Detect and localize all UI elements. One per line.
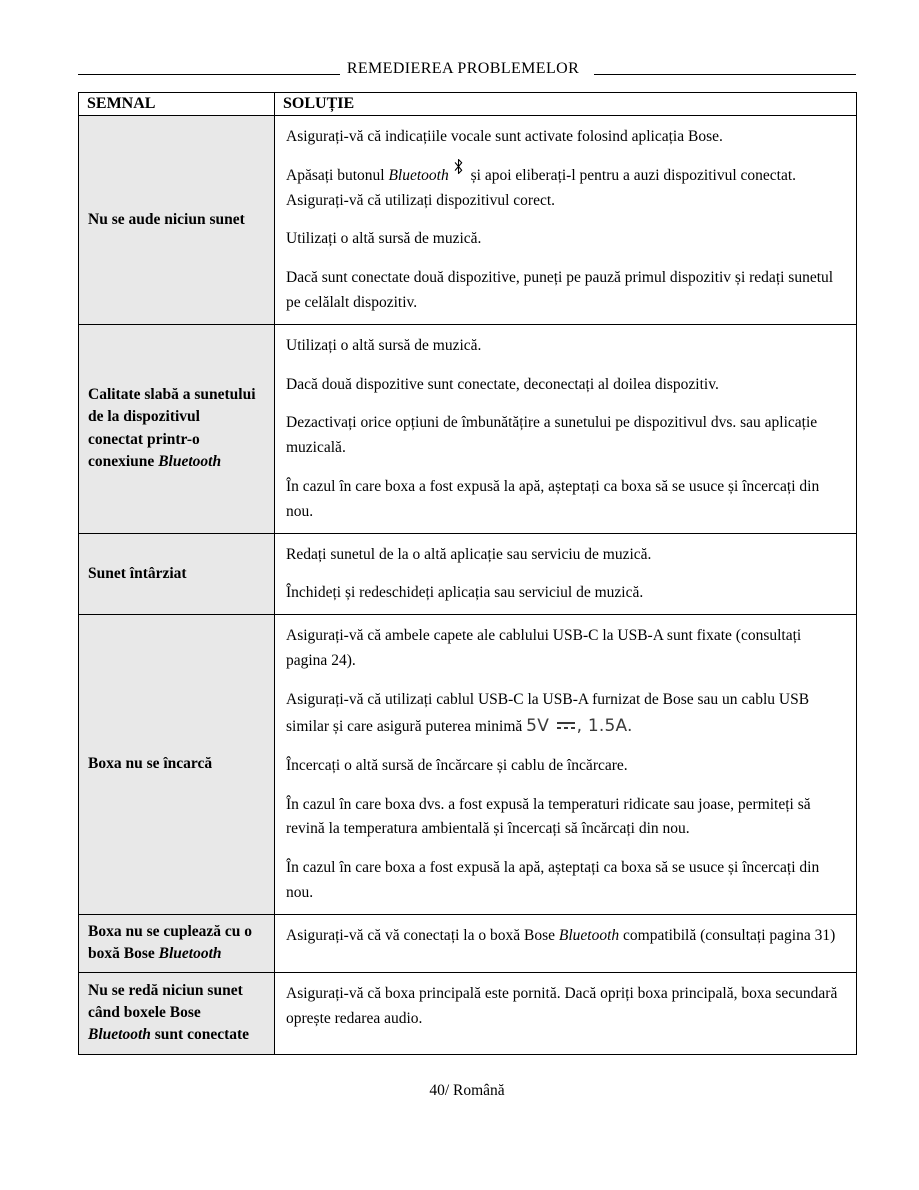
power-spec-text: 5V (526, 715, 555, 736)
header-rule-right (594, 74, 856, 75)
text-run: Asigurați-vă că boxa principală este pornită. Dacă opriți boxa principală, boxa secundară oprește redarea audio. (286, 984, 838, 1027)
solution-paragraph (286, 411, 846, 461)
text-run: Calitate slabă a sunetului de la dispozitivul conectat printr-o conexiune (88, 385, 256, 471)
solution-paragraph (286, 793, 846, 843)
troubleshooting-table-body (79, 116, 857, 1055)
solution-paragraph (286, 624, 846, 674)
table-row (79, 615, 857, 915)
text-run: Redați sunetul de la o altă aplicație sau serviciu de muzică. (286, 545, 652, 563)
solution-paragraph (286, 475, 846, 525)
signal-cell (79, 324, 275, 533)
solution-paragraph (286, 164, 846, 214)
text-run: Asigurați-vă că utilizați cablul USB-C la USB-A furnizat de Bose sau un cablu USB similar și care asigură puterea minimă (286, 690, 810, 735)
signal-cell (79, 972, 275, 1054)
table-row (79, 324, 857, 533)
text-run: Încercați o altă sursă de încărcare și cablu de încărcare. (286, 756, 628, 774)
column-header-semnal: SEMNAL (79, 93, 275, 116)
column-header-solutie: SOLUȚIE (275, 93, 857, 116)
text-run: Dezactivați orice opțiuni de îmbunătățire a sunetului pe dispozitivul dvs. sau aplicație muzicală. (286, 414, 818, 457)
page-header (78, 60, 856, 78)
solution-cell (275, 533, 857, 615)
solution-paragraph (286, 373, 846, 398)
text-run: sunt conectate (150, 1026, 250, 1044)
bluetooth-word: Bluetooth (88, 1026, 151, 1044)
text-run: Sunet întârziat (88, 564, 187, 582)
text-run: Dacă două dispozitive sunt conectate, deconectați al doilea dispozitiv. (286, 375, 719, 393)
solution-paragraph (286, 856, 846, 906)
bluetooth-word: Bluetooth (158, 453, 222, 471)
table-row (79, 533, 857, 615)
table-row (79, 116, 857, 325)
text-run: Nu se aude niciun sunet (88, 210, 245, 228)
solution-paragraph (286, 688, 846, 740)
solution-paragraph (286, 754, 846, 779)
text-run: Dacă sunt conectate două dispozitive, puneți pe pauză primul dispozitiv și redați sunetul pe celălalt dispozitiv. (286, 269, 834, 311)
troubleshooting-table (78, 92, 857, 1055)
page (78, 0, 856, 1100)
text-run: Utilizați o altă sursă de muzică. (286, 336, 482, 354)
solution-paragraph (286, 543, 846, 568)
solution-cell (275, 116, 857, 325)
signal-cell (79, 914, 275, 972)
text-run: Asigurați-vă că indicațiile vocale sunt activate folosind aplicația Bose. (286, 128, 723, 145)
bluetooth-icon (453, 159, 464, 174)
table-row (79, 972, 857, 1054)
solution-paragraph (286, 924, 846, 949)
page-footer: 40/ Română (429, 1081, 505, 1099)
solution-paragraph (286, 581, 846, 606)
text-run: Închideți și redeschideți aplicația sau serviciul de muzică. (286, 584, 644, 602)
text-run: Boxa nu se încarcă (88, 755, 213, 773)
bluetooth-word: Bluetooth (388, 166, 449, 184)
text-run: În cazul în care boxa dvs. a fost expusă la temperaturi ridicate sau joase, permiteți să revină la temperatura ambientală și încercați să încărcați din nou. (286, 795, 811, 838)
text-run: Utilizați o altă sursă de muzică. (286, 230, 482, 248)
text-run: În cazul în care boxa a fost expusă la apă, așteptați ca boxa să se usuce și încercați din nou. (286, 477, 820, 520)
solution-paragraph (286, 266, 846, 316)
signal-cell (79, 533, 275, 615)
solution-paragraph (286, 227, 846, 252)
text-run: În cazul în care boxa a fost expusă la apă, așteptați ca boxa să se usuce și încercați din nou. (286, 859, 820, 901)
solution-cell (275, 972, 857, 1054)
solution-cell (275, 324, 857, 533)
text-run: Asigurați-vă că ambele capete ale cablului USB-C la USB-A sunt fixate (consultați pagina 24). (286, 627, 802, 669)
text-run: Boxa nu se cuplează cu o boxă Bose (88, 922, 253, 963)
solution-cell (275, 914, 857, 972)
text-run: Apăsați butonul (286, 166, 389, 184)
dc-current-icon (556, 719, 576, 732)
table-header-row (79, 93, 857, 116)
text-run: Nu se redă niciun sunet când boxele Bose (88, 981, 243, 1021)
page-title: REMEDIEREA PROBLEMELOR (346, 60, 580, 77)
header-rule-left (78, 74, 340, 75)
power-spec-text: , 1.5A. (576, 715, 633, 736)
text-run: Asigurați-vă că vă conectați la o boxă Bose (286, 926, 559, 944)
signal-cell (79, 615, 275, 915)
signal-cell (79, 116, 275, 325)
bluetooth-word: Bluetooth (558, 926, 620, 944)
text-run: compatibilă (consultați pagina 31) (619, 926, 836, 944)
bluetooth-word: Bluetooth (158, 945, 222, 963)
solution-cell (275, 615, 857, 915)
solution-paragraph (286, 982, 846, 1032)
solution-paragraph (286, 334, 846, 359)
solution-paragraph (286, 125, 846, 150)
table-row (79, 914, 857, 972)
text-run: și apoi eliberați-l pentru a auzi dispozitivul conectat. Asigurați-vă că utilizați dispozitivul corect. (286, 166, 797, 209)
